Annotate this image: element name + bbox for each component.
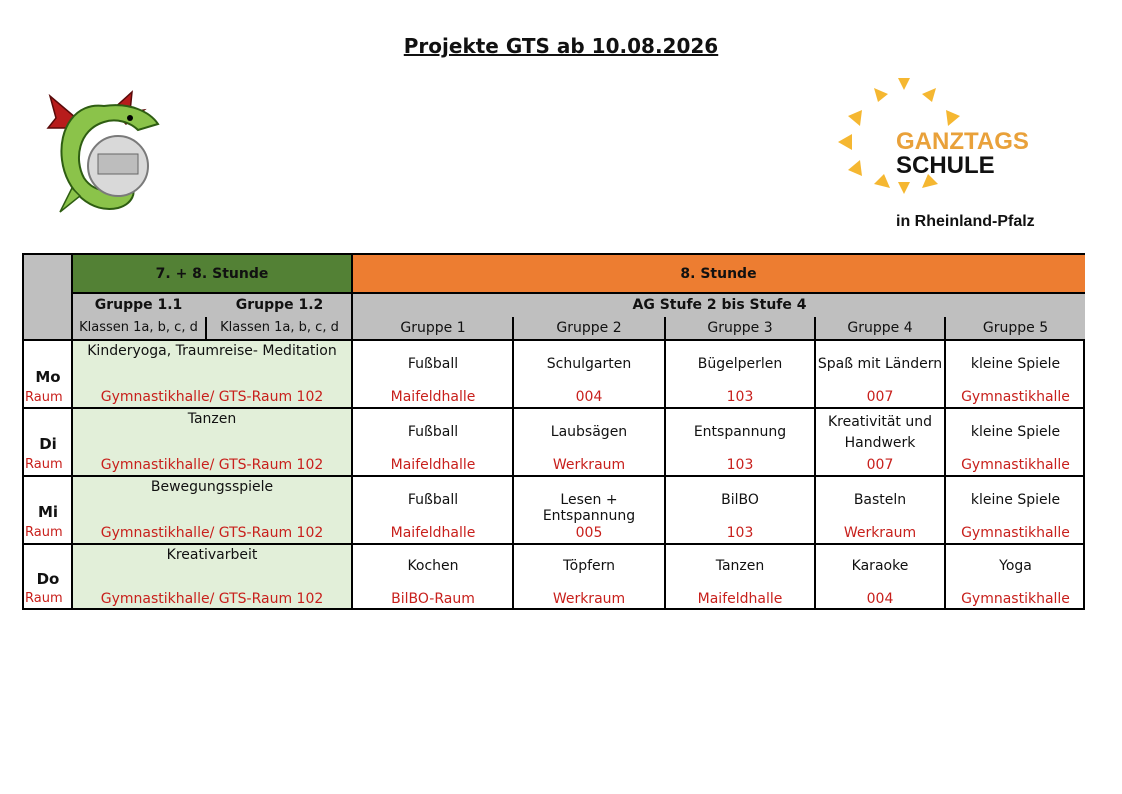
ag-name: Schulgarten [546, 356, 632, 372]
gruppe11-label: Gruppe 1.1 [94, 297, 183, 313]
ag-name: kleine Spiele [970, 424, 1061, 440]
day-label: Di [39, 435, 57, 453]
group-header-5 [946, 318, 1085, 340]
ag-cell [816, 409, 944, 475]
divider [24, 475, 1085, 477]
ag-name: Entspannung [693, 424, 787, 440]
logo-line-ganztags: GANZTAGS [896, 128, 1029, 155]
room-label: Raum [25, 525, 63, 540]
ag-room: 004 [866, 591, 894, 607]
ag-name: Yoga [999, 558, 1032, 574]
ag-header [354, 295, 1085, 317]
ag-room: Gymnastikhalle [961, 525, 1070, 541]
ag-room: Maifeldhalle [697, 591, 783, 607]
ganztagsschule-logo [834, 76, 1064, 236]
group-header-3 [666, 318, 814, 340]
ag-cell [666, 409, 814, 475]
ag-room: Maifeldhalle [390, 389, 476, 405]
klassen11-header [72, 318, 205, 340]
logo-line-region: in Rheinland-Pfalz [896, 213, 1035, 230]
activity-cell-do [72, 545, 352, 608]
ag-cell [354, 341, 512, 407]
divider [944, 317, 946, 608]
ag-label: AG Stufe 2 bis Stufe 4 [632, 297, 807, 313]
ag-room: 007 [866, 457, 894, 473]
room-label: Raum [25, 457, 63, 472]
activity-room: Gymnastikhalle/ GTS-Raum 102 [100, 591, 324, 607]
activity-room: Gymnastikhalle/ GTS-Raum 102 [100, 389, 324, 405]
ag-room: 007 [866, 389, 894, 405]
divider [72, 292, 1085, 294]
ag-cell [666, 477, 814, 543]
ag-room: 103 [726, 389, 754, 405]
gruppe12-label: Gruppe 1.2 [235, 297, 324, 313]
ag-room: 004 [575, 389, 603, 405]
ag-name: Fußball [407, 492, 459, 508]
ag-cell [354, 477, 512, 543]
room-label: Raum [25, 390, 63, 405]
day-cell-mi [24, 477, 72, 543]
ag-cell [816, 477, 944, 543]
ag-name: Laubsägen [550, 424, 628, 440]
day-label: Mi [37, 503, 59, 521]
ag-room: Werkraum [552, 457, 626, 473]
ag-room: Gymnastikhalle [961, 591, 1070, 607]
ag-cell [946, 477, 1085, 543]
corner-cell [24, 255, 72, 340]
ag-name: Lesen + Entspannung [542, 492, 636, 524]
ag-room: Maifeldhalle [390, 457, 476, 473]
ag-cell [816, 341, 944, 407]
day-cell-mo [24, 341, 72, 407]
activity-cell-di [72, 409, 352, 475]
activity-room: Gymnastikhalle/ GTS-Raum 102 [100, 457, 324, 473]
room-label: Raum [25, 591, 63, 606]
header-block1-label: 7. + 8. Stunde [155, 266, 269, 282]
ag-cell [946, 341, 1085, 407]
activity-room: Gymnastikhalle/ GTS-Raum 102 [100, 525, 324, 541]
activity-cell-mi [72, 477, 352, 543]
ag-name: Fußball [407, 356, 459, 372]
ag-cell [354, 409, 512, 475]
ag-name: Spaß mit Ländern [817, 356, 943, 372]
ag-cell [946, 545, 1085, 608]
group-header-1 [354, 318, 512, 340]
ag-cell [514, 341, 664, 407]
ag-cell [514, 477, 664, 543]
divider [24, 339, 1085, 341]
divider [71, 255, 73, 608]
group-header-4 [816, 318, 944, 340]
ag-name: Kochen [407, 558, 459, 574]
day-label: Do [36, 570, 60, 588]
ag-name: kleine Spiele [970, 492, 1061, 508]
ag-cell [514, 545, 664, 608]
group-label: Gruppe 5 [982, 320, 1049, 336]
header-block2 [352, 255, 1085, 293]
ag-room: 103 [726, 457, 754, 473]
logo-line-schule: SCHULE [896, 152, 995, 179]
ag-room: 103 [726, 525, 754, 541]
divider [664, 317, 666, 608]
ag-name: kleine Spiele [970, 356, 1061, 372]
ag-name: Bügelperlen [697, 356, 783, 372]
ag-cell [354, 545, 512, 608]
ag-cell [666, 545, 814, 608]
group-label: Gruppe 3 [707, 320, 773, 336]
ag-name: Tanzen [715, 558, 765, 574]
ag-cell [666, 341, 814, 407]
divider [814, 317, 816, 608]
ag-room: 005 [575, 525, 603, 541]
group-label: Gruppe 1 [400, 320, 466, 336]
ag-room: BilBO-Raum [391, 591, 475, 607]
schedule-table [22, 253, 1085, 610]
divider [512, 317, 514, 608]
activity-cell-mo [72, 341, 352, 407]
ag-room: Maifeldhalle [390, 525, 476, 541]
ag-name: BilBO [721, 492, 759, 508]
ag-room: Gymnastikhalle [961, 457, 1070, 473]
klassen12-label: Klassen 1a, b, c, d [220, 320, 339, 335]
ag-name: Basteln [853, 492, 907, 508]
header-block2-label: 8. Stunde [680, 266, 757, 282]
group-label: Gruppe 4 [847, 320, 913, 336]
ag-cell [946, 409, 1085, 475]
gruppe12-header [207, 295, 352, 317]
day-label: Mo [35, 368, 61, 386]
ag-name: Karaoke [851, 558, 909, 574]
ag-room: Werkraum [552, 591, 626, 607]
divider [351, 255, 353, 608]
activity-name: Kinderyoga, Traumreise- Meditation [87, 343, 337, 359]
ag-name: Töpfern [562, 558, 616, 574]
klassen11-label: Klassen 1a, b, c, d [79, 320, 198, 335]
ag-name: Kreativität und Handwerk [827, 414, 932, 451]
gruppe11-header [72, 295, 205, 317]
page-title: Projekte GTS ab 10.08.2026 [403, 34, 719, 58]
group-header-2 [514, 318, 664, 340]
ag-cell [514, 409, 664, 475]
activity-name: Tanzen [187, 411, 237, 427]
ag-name: Fußball [407, 424, 459, 440]
group-label: Gruppe 2 [556, 320, 622, 336]
dragon-school-logo [46, 88, 162, 220]
ag-room: Werkraum [843, 525, 917, 541]
header-block1 [72, 255, 352, 293]
ag-cell [816, 545, 944, 608]
divider [205, 317, 207, 340]
activity-name: Bewegungsspiele [150, 479, 274, 495]
divider [24, 543, 1085, 545]
day-cell-di [24, 409, 72, 475]
ag-room: Gymnastikhalle [961, 389, 1070, 405]
day-cell-do [24, 545, 72, 608]
klassen12-header [207, 318, 352, 340]
activity-name: Kreativarbeit [166, 547, 258, 563]
divider [24, 407, 1085, 409]
